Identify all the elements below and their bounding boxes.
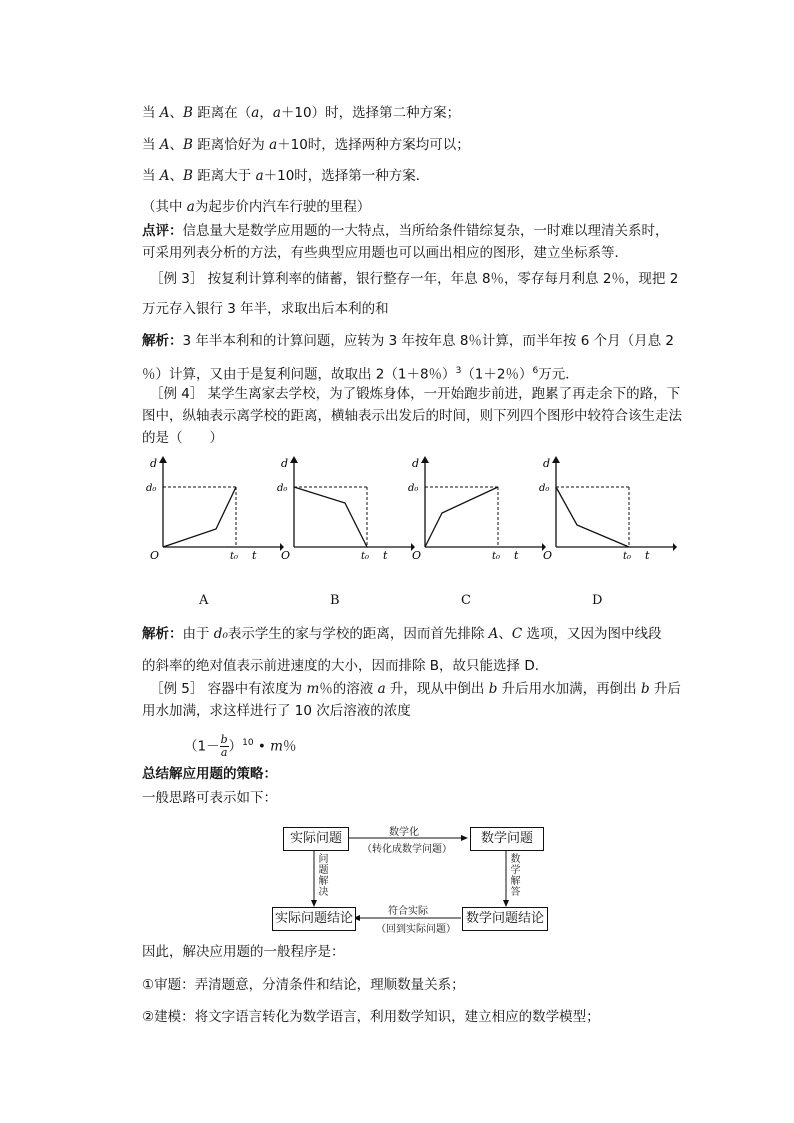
d0-label: d₀ [408,483,419,494]
label-fit-reality: 符合实际 [388,906,428,917]
text: （其中 [142,199,187,215]
text: ） [228,738,243,755]
char: 题 [318,865,329,876]
var-a: a [377,681,386,697]
label-mathematize: 数学化 [389,827,419,838]
y-arrow-icon [421,456,429,463]
y-label: d [150,457,158,470]
text: ％ [282,738,297,755]
d0-label: d₀ [539,483,550,494]
text: 图中，纵轴表示离学校的距离，横轴表示出发后的时间，则下列四个图形中较符合该生走法 [142,408,682,424]
example-3-line-2 [142,299,389,319]
example-4-line-1 [150,384,680,404]
text: ①审题：弄清题意，分清条件和结论，理顺数量关系； [142,977,465,993]
var-A: A [159,168,170,184]
y-label: d [543,457,551,470]
analysis-3-line-2 [142,361,579,385]
char: 学 [510,865,521,876]
condition-line-3 [142,166,429,186]
box-math-problem: 数学问题 [470,827,544,851]
var-a: a [269,137,278,153]
char: 决 [318,887,329,898]
t0-label: t₀ [623,551,632,562]
text: 因此，解决应用题的一般程序是： [142,944,345,960]
var-A: A [159,137,170,153]
d0-label: d₀ [146,483,157,494]
condition-line-1 [142,103,460,123]
flowchart [270,820,550,935]
text: 升后用水加满，再倒出 [497,681,641,697]
var-a: a [272,105,281,121]
x-label: t [252,549,257,562]
text: 升，现从中倒出 [385,681,489,697]
text: ［例 5］ 容器中有浓度为 [150,681,307,697]
text: ［例 3］ 按复利计算利率的储蓄，银行整存一年，年息 8％，零存每月利息 2％，现把 2 [150,271,679,287]
text: ［例 4］ 某学生离家去学校，为了锻炼身体，一开始跑步前进，跑累了再走余下的路，下 [150,386,681,402]
text: 距离大于 [192,168,256,184]
step-1 [142,975,465,995]
example-4-line-2 [142,406,682,426]
comment-label: 点评： [142,223,183,239]
box-math-conclusion: 数学问题结论 [462,907,548,931]
text: 用水加满，求这样进行了 10 次后溶液的浓度 [142,703,411,719]
char: 答 [510,887,521,898]
text: ％的溶液 [319,681,378,697]
y-arrow-icon [159,456,167,463]
exponent: 10 [242,738,254,748]
text: ％）计算，又由于是复利问题，故取出 2（1＋8％） [142,366,456,383]
text: 可采用列表分析的方法，有些典型应用题也可以画出相应的图形，建立坐标系等． [142,245,628,261]
label-mathematize-note: （转化成数学问题） [362,844,452,855]
t0-label: t₀ [361,551,370,562]
text: 万元． [538,366,579,383]
text: 当 [142,137,160,153]
label-math-answer [510,854,521,898]
graph-D [537,455,677,575]
text: 距离恰好为 [192,137,270,153]
text: 表示学生的家与学校的距离，因而首先排除 [227,626,489,642]
text: 为起步价内汽车行驶的里程） [194,199,371,215]
y-label: d [281,457,289,470]
char: 解 [510,876,521,887]
var-a: a [186,199,195,215]
text: （1－ [184,738,220,755]
var-a: a [251,105,260,121]
fraction-numerator: b [220,733,228,746]
var-d0: d₀ [213,626,228,642]
var-m: m [306,681,320,697]
conclusion-line [142,942,345,962]
text: 、 [169,168,184,184]
var-B: B [183,105,193,121]
text: 3 年半本利和的计算问题，应转为 3 年按年息 8％计算，而半年按 6 个月（月息 2 [182,333,674,349]
label-back-to-reality: （回到实际问题） [376,924,456,935]
origin-label: O [281,549,291,562]
text: 的是（ ） [142,430,223,446]
arrow-down-icon [311,900,317,907]
char: 数 [510,854,521,865]
origin-label: O [412,549,422,562]
text: （1＋2％） [461,366,533,383]
var-B: B [183,168,193,184]
text: ＋10时，选择两种方案均可以； [277,137,470,153]
graph-curve [163,487,236,547]
text: • [253,738,271,755]
y-arrow-icon [290,456,298,463]
text: 万元存入银行 3 年半，求取出后本利的和 [142,301,389,317]
x-label: t [645,549,650,562]
graph-curve [556,487,629,547]
char: 问 [318,854,329,865]
summary-line [142,788,277,808]
text: ＋10时，选择第一种方案． [263,168,430,184]
box-real-conclusion: 实际问题结论 [272,907,356,931]
text: 信息量大是数学应用题的一大特点，当所给条件错综复杂，一时难以理清关系时， [182,223,669,239]
arrow-right-icon [461,835,468,841]
var-a: a [255,168,264,184]
analysis-label: 解析： [142,626,183,642]
origin-label: O [543,549,553,562]
x-label: t [514,549,519,562]
origin-label: O [150,549,160,562]
text: ②建模：将文字语言转化为数学语言，利用数学知识，建立相应的数学模型； [142,1009,600,1025]
var-A: A [159,105,170,121]
var-b: b [640,681,650,697]
example-5-line-1 [150,679,681,699]
graph-label-A: A [199,593,209,608]
text: 、 [169,137,184,153]
example-4-line-3 [142,428,223,448]
var-b: b [488,681,498,697]
char: 解 [318,876,329,887]
analysis-3-line-1 [142,331,674,351]
text: 距离在（ [192,105,252,121]
graph-curve [425,487,498,547]
example-3-line-1 [150,269,678,289]
var-A: A [488,626,499,642]
graph-label-D: D [592,593,603,608]
text: 由于 [182,626,214,642]
text: 的斜率的绝对值表示前进速度的大小，因而排除 B，故只能选择 D． [142,658,549,674]
text: ， [259,105,273,121]
graph-label-B: B [330,593,340,608]
text: 当 [142,168,160,184]
step-2 [142,1007,600,1027]
summary-title [142,764,277,784]
exponent: 6 [532,366,539,376]
text: 、 [498,626,512,642]
t0-label: t₀ [492,551,501,562]
arrow-down-icon [503,900,509,907]
analysis-label: 解析： [142,333,183,349]
comment-line-1 [142,221,669,241]
x-arrow-icon [673,543,677,551]
t0-label: t₀ [230,551,239,562]
answer-formula [184,728,296,762]
y-label: d [412,457,420,470]
graph-label-C: C [461,593,471,608]
text: 、 [169,105,184,121]
d0-label: d₀ [277,483,288,494]
graph-C [406,455,546,575]
condition-line-4 [142,197,370,217]
text: 当 [142,105,160,121]
var-C: C [511,626,523,642]
example-5-line-2 [142,701,411,721]
x-label: t [383,549,388,562]
graph-curve [294,487,367,547]
text: 总结解应用题的策略： [142,766,277,782]
analysis-4-line-2 [142,656,548,676]
fraction-denominator: a [220,746,228,759]
text: 一般思路可表示如下： [142,790,277,806]
text: ＋10）时，选择第二种方案； [280,105,461,121]
y-arrow-icon [552,456,560,463]
text: 升后 [649,681,681,697]
condition-line-2 [142,135,470,155]
box-real-problem: 实际问题 [283,827,349,851]
var-m: m [270,738,283,755]
var-B: B [183,137,193,153]
comment-line-2 [142,243,628,263]
graph-B [275,455,415,575]
graph-A [144,455,284,575]
text: 选项，又因为图中线段 [522,626,662,642]
exponent: 3 [455,366,462,376]
analysis-4-line-1 [142,624,662,644]
fraction [220,734,229,759]
label-problem-solve [318,854,329,898]
